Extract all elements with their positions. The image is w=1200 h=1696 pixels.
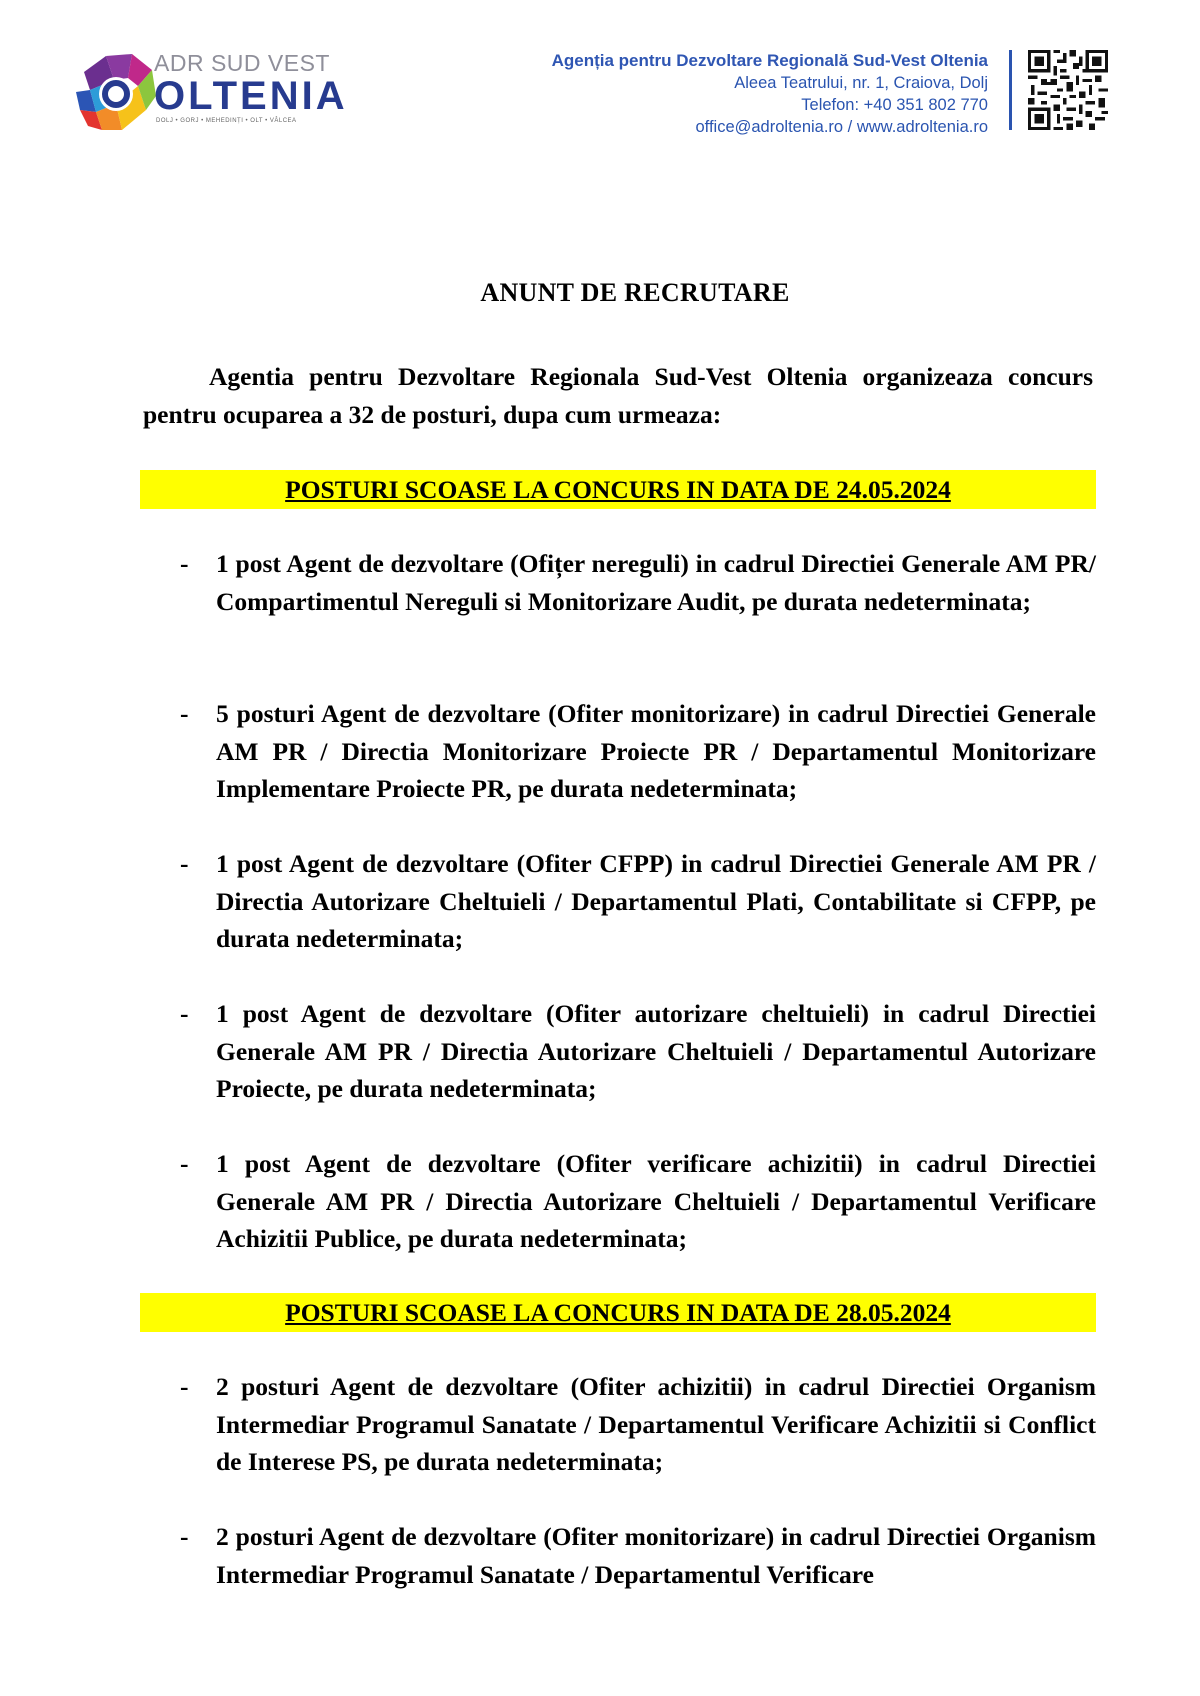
list-bullet: - <box>180 699 189 728</box>
document-title: ANUNT DE RECRUTARE <box>480 278 790 307</box>
list-item <box>140 1368 1096 1481</box>
list-bullet: - <box>180 1522 189 1551</box>
list-bullet: - <box>180 1372 189 1401</box>
list-item-text: 1 post Agent de dezvoltare (Ofiter autorizare cheltuieli) in cadrul Directiei Generale AM PR / Directia Autorizare Cheltuieli / Departamentul Autorizare Proiecte, pe durata nedeterminata; <box>216 999 1096 1103</box>
qr-code-icon[interactable] <box>1028 50 1108 130</box>
list-item <box>140 545 1096 620</box>
list-item-text: 1 post Agent de dezvoltare (Ofiter CFPP) in cadrul Directiei Generale AM PR / Directia Autorizare Cheltuieli / Departamentul Plati, Contabilitate si CFPP, pe durata nedeterminata; <box>216 849 1096 953</box>
contact-block <box>552 50 988 138</box>
logo-sub-text: DOLJ • GORJ • MEHEDINȚI • OLT • VÂLCEA <box>156 118 297 124</box>
list-bullet: - <box>180 549 189 578</box>
logo-main-text: OLTENIA <box>154 74 348 118</box>
intro-paragraph: Agentia pentru Dezvoltare Regionala Sud-Vest Oltenia organizeaza concurs pentru ocuparea a 32 de posturi, dupa cum urmeaza: <box>143 362 1093 429</box>
list-item <box>140 1145 1096 1258</box>
list-bullet: - <box>180 999 189 1028</box>
list-bullet: - <box>180 849 189 878</box>
list-item <box>140 995 1096 1108</box>
list-item-text: 1 post Agent de dezvoltare (Ofiter verificare achizitii) in cadrul Directiei Generale AM PR / Directia Autorizare Cheltuieli / Departamentul Verificare Achizitii Publice, pe durata nedeterminata; <box>216 1149 1096 1253</box>
list-item <box>140 845 1096 958</box>
org-name: Agenția pentru Dezvoltare Regională Sud-Vest Oltenia <box>551 51 988 70</box>
list-bullet: - <box>180 1149 189 1178</box>
list-item-text: 5 posturi Agent de dezvoltare (Ofiter monitorizare) in cadrul Directiei Generale AM PR / Directia Monitorizare Proiecte PR / Departamentul Monitorizare Implementare Proiecte PR, pe durata nedeterminata; <box>216 699 1096 803</box>
section-heading <box>140 470 1096 509</box>
list-item-text: 2 posturi Agent de dezvoltare (Ofiter achizitii) in cadrul Directiei Organism Intermediar Programul Sanatate / Departamentul Verificare Achizitii si Conflict de Interese PS, pe durata nedeterminata; <box>216 1372 1096 1476</box>
list-item-text: 1 post Agent de dezvoltare (Ofițer nereguli) in cadrul Directiei Generale AM PR/ Compartimentul Nereguli si Monitorizare Audit, pe durata nedeterminata; <box>216 549 1096 616</box>
phone: Telefon: +40 351 802 770 <box>801 96 988 114</box>
logo-top-text: ADR SUD VEST <box>154 50 330 76</box>
address: Aleea Teatrului, nr. 1, Craiova, Dolj <box>734 74 988 92</box>
list-item-text: 2 posturi Agent de dezvoltare (Ofiter monitorizare) in cadrul Directiei Organism Intermediar Programul Sanatate / Departamentul Verificare <box>216 1522 1096 1589</box>
email-web-link[interactable]: office@adroltenia.ro / www.adroltenia.ro <box>695 118 988 136</box>
list-item <box>140 695 1096 808</box>
section-heading-text: POSTURI SCOASE LA CONCURS IN DATA DE 28.05.2024 <box>285 1298 951 1327</box>
section-heading-text: POSTURI SCOASE LA CONCURS IN DATA DE 24.05.2024 <box>285 475 951 504</box>
list-item <box>140 1518 1096 1593</box>
oltenia-logo-mark-icon <box>76 50 156 132</box>
header-divider <box>1009 50 1012 130</box>
section-heading <box>140 1293 1096 1332</box>
adr-logo <box>76 50 356 140</box>
